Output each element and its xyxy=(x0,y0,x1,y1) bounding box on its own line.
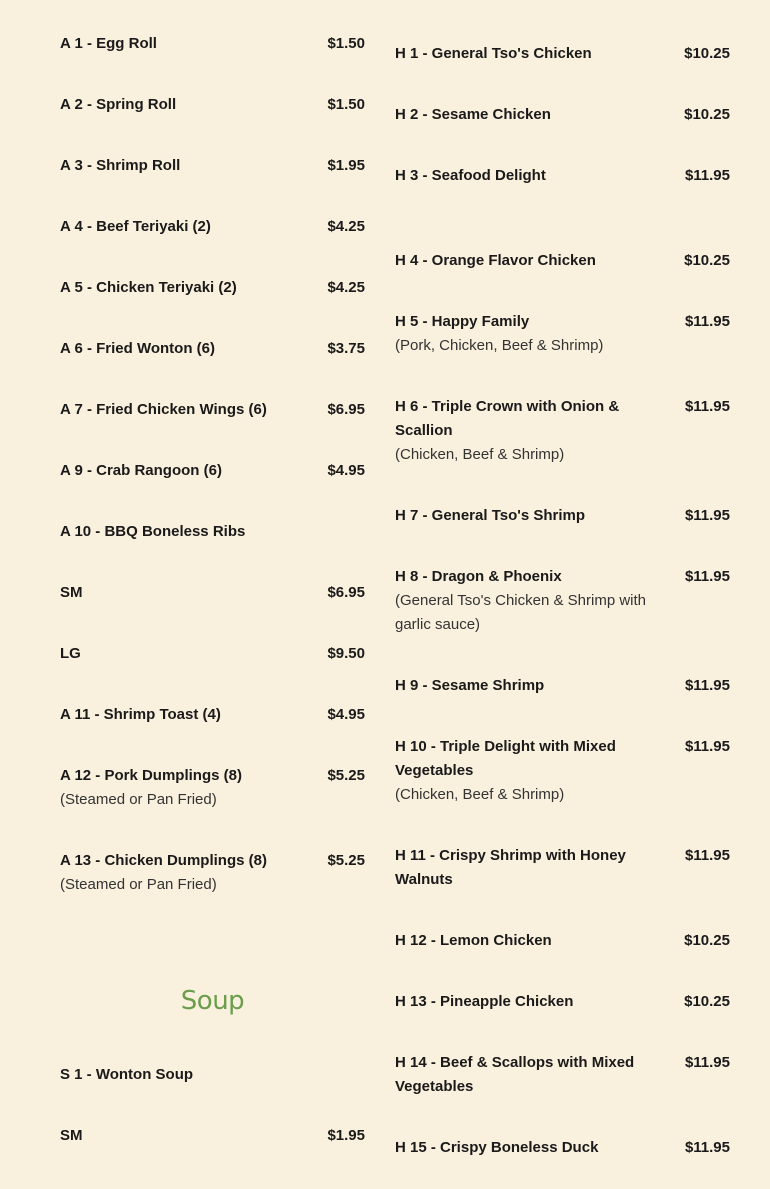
menu-item-price: $11.95 xyxy=(684,847,730,864)
menu-item-description: (Chicken, Beef & Shrimp) xyxy=(395,786,565,803)
menu-item-price: $4.25 xyxy=(327,279,365,296)
menu-item-name: A 13 - Chicken Dumplings (8) xyxy=(60,852,267,869)
menu-item-row xyxy=(60,276,365,300)
menu-item-row xyxy=(395,42,730,66)
menu-item-price: $11.95 xyxy=(684,677,730,694)
menu-item-row xyxy=(395,103,730,127)
menu-item-name: A 7 - Fried Chicken Wings (6) xyxy=(60,401,267,418)
menu-item-row xyxy=(60,703,365,727)
menu-item-row xyxy=(60,1063,365,1087)
menu-item-name: A 2 - Spring Roll xyxy=(60,96,177,113)
menu-item-row xyxy=(60,154,365,178)
menu-item-description: (General Tso's Chicken & Shrimp with garlic sauce) xyxy=(395,592,647,633)
menu-item-row xyxy=(395,929,730,953)
menu-item xyxy=(60,93,365,117)
menu-item xyxy=(395,929,730,953)
menu-item xyxy=(60,520,365,544)
menu-item xyxy=(395,735,730,807)
menu-item-row xyxy=(60,32,365,56)
menu-item-row xyxy=(60,398,365,422)
menu-item-price: $3.75 xyxy=(327,340,365,357)
menu-item-price: $10.25 xyxy=(684,45,730,62)
menu-item-row xyxy=(395,164,730,188)
menu-item xyxy=(395,103,730,127)
menu-item-name: H 15 - Crispy Boneless Duck xyxy=(395,1139,599,1156)
menu-item xyxy=(60,276,365,300)
menu-item-price: $6.95 xyxy=(327,584,365,601)
menu-item-name: H 12 - Lemon Chicken xyxy=(395,932,552,949)
menu-item xyxy=(395,42,730,66)
menu-item-name: H 9 - Sesame Shrimp xyxy=(395,677,545,694)
menu-item-row xyxy=(395,565,730,589)
menu-item xyxy=(60,398,365,422)
menu-item-row xyxy=(395,249,730,273)
menu-item xyxy=(60,642,365,666)
menu-item-price: $11.95 xyxy=(684,1054,730,1071)
menu-item-price: $11.95 xyxy=(684,398,730,415)
menu-item-name: H 6 - Triple Crown with Onion & Scallion xyxy=(395,398,620,439)
menu-item-row xyxy=(60,642,365,666)
menu-item-name: A 10 - BBQ Boneless Ribs xyxy=(60,523,246,540)
menu-item-name: A 12 - Pork Dumplings (8) xyxy=(60,767,242,784)
menu-item xyxy=(60,1063,365,1087)
menu-item-name: A 1 - Egg Roll xyxy=(60,35,157,52)
menu-item xyxy=(395,1051,730,1099)
menu-item xyxy=(60,215,365,239)
menu-item-price: $11.95 xyxy=(684,313,730,330)
menu-item-description: (Pork, Chicken, Beef & Shrimp) xyxy=(395,337,604,354)
menu-item-name: H 10 - Triple Delight with Mixed Vegetables xyxy=(395,738,616,779)
menu-item xyxy=(60,154,365,178)
menu-item-name: H 3 - Seafood Delight xyxy=(395,167,546,184)
menu-item-price: $4.25 xyxy=(327,218,365,235)
menu-item xyxy=(395,249,730,273)
menu-item-name: SM xyxy=(60,1127,83,1144)
menu-item-row xyxy=(395,504,730,528)
menu-item-price: $5.25 xyxy=(327,767,365,784)
menu-item-row xyxy=(60,215,365,239)
menu-item xyxy=(60,32,365,56)
menu-item-row xyxy=(395,1051,730,1099)
menu-item xyxy=(60,581,365,605)
menu-item xyxy=(60,703,365,727)
menu-item-name: A 4 - Beef Teriyaki (2) xyxy=(60,218,211,235)
menu-item-price: $11.95 xyxy=(684,568,730,585)
menu-item-name: S 1 - Wonton Soup xyxy=(60,1066,194,1083)
menu-item-row xyxy=(60,459,365,483)
menu-item-name: H 13 - Pineapple Chicken xyxy=(395,993,574,1010)
menu-item-price: $5.25 xyxy=(327,852,365,869)
menu-item-name: A 11 - Shrimp Toast (4) xyxy=(60,706,221,723)
menu-item-name: H 4 - Orange Flavor Chicken xyxy=(395,252,596,269)
menu-item-price: $11.95 xyxy=(684,167,730,184)
menu-item-name: H 5 - Happy Family xyxy=(395,313,530,330)
menu-item-price: $4.95 xyxy=(327,462,365,479)
menu-item-price: $9.50 xyxy=(327,645,365,662)
menu-item-price: $11.95 xyxy=(684,1139,730,1156)
menu-item-row xyxy=(60,764,365,788)
menu-item-name: H 11 - Crispy Shrimp with Honey Walnuts xyxy=(395,847,626,888)
menu-item xyxy=(395,990,730,1014)
menu-item-row xyxy=(395,310,730,334)
menu-item-price: $10.25 xyxy=(684,252,730,269)
menu-item-price: $11.95 xyxy=(684,738,730,755)
menu-item-row xyxy=(60,849,365,873)
menu-item-price: $4.95 xyxy=(327,706,365,723)
menu-item xyxy=(60,1124,365,1148)
menu-item xyxy=(60,764,365,812)
menu-item-name: H 14 - Beef & Scallops with Mixed Vegetables xyxy=(395,1054,635,1095)
menu-item-name: H 7 - General Tso's Shrimp xyxy=(395,507,586,524)
menu-item-price: $1.50 xyxy=(327,35,365,52)
menu-item-row xyxy=(60,520,365,544)
menu-item-price: $10.25 xyxy=(684,993,730,1010)
menu-item-row xyxy=(60,93,365,117)
menu-item-price: $1.50 xyxy=(327,96,365,113)
menu-item-row xyxy=(395,1136,730,1160)
menu-item-name: LG xyxy=(60,645,81,662)
menu-item xyxy=(395,565,730,637)
menu-item-price: $1.95 xyxy=(327,157,365,174)
menu-item-price: $10.25 xyxy=(684,106,730,123)
menu-item-row xyxy=(60,581,365,605)
menu-item xyxy=(60,459,365,483)
menu-item xyxy=(395,395,730,467)
menu-item-price: $1.95 xyxy=(327,1127,365,1144)
menu-item-name: H 1 - General Tso's Chicken xyxy=(395,45,592,62)
menu-item-row xyxy=(395,735,730,783)
menu-item-description: (Chicken, Beef & Shrimp) xyxy=(395,446,565,463)
menu-item-price: $11.95 xyxy=(684,507,730,524)
soup-section-title: Soup xyxy=(180,986,245,1016)
menu-item-name: A 9 - Crab Rangoon (6) xyxy=(60,462,222,479)
menu-item-price: $6.95 xyxy=(327,401,365,418)
menu-item-row xyxy=(60,1124,365,1148)
menu-item-row xyxy=(395,395,730,443)
menu-item-name: A 3 - Shrimp Roll xyxy=(60,157,181,174)
menu-item xyxy=(395,1136,730,1160)
menu-item-name: SM xyxy=(60,584,83,601)
menu-item-description: (Steamed or Pan Fried) xyxy=(60,876,217,893)
menu-item-name: A 5 - Chicken Teriyaki (2) xyxy=(60,279,237,296)
menu-item-row xyxy=(60,337,365,361)
menu-item-row xyxy=(395,990,730,1014)
menu-item xyxy=(395,164,730,188)
menu-item-name: H 8 - Dragon & Phoenix xyxy=(395,568,562,585)
menu-item-row xyxy=(395,844,730,892)
menu-item-name: H 2 - Sesame Chicken xyxy=(395,106,551,123)
menu-item xyxy=(395,310,730,358)
menu-item xyxy=(395,504,730,528)
menu-item-row xyxy=(395,674,730,698)
menu-item-description: (Steamed or Pan Fried) xyxy=(60,791,217,808)
menu-item xyxy=(395,674,730,698)
menu-item-name: A 6 - Fried Wonton (6) xyxy=(60,340,215,357)
menu-item xyxy=(395,844,730,892)
menu-item xyxy=(60,337,365,361)
menu-item xyxy=(60,849,365,897)
menu-item-price: $10.25 xyxy=(684,932,730,949)
